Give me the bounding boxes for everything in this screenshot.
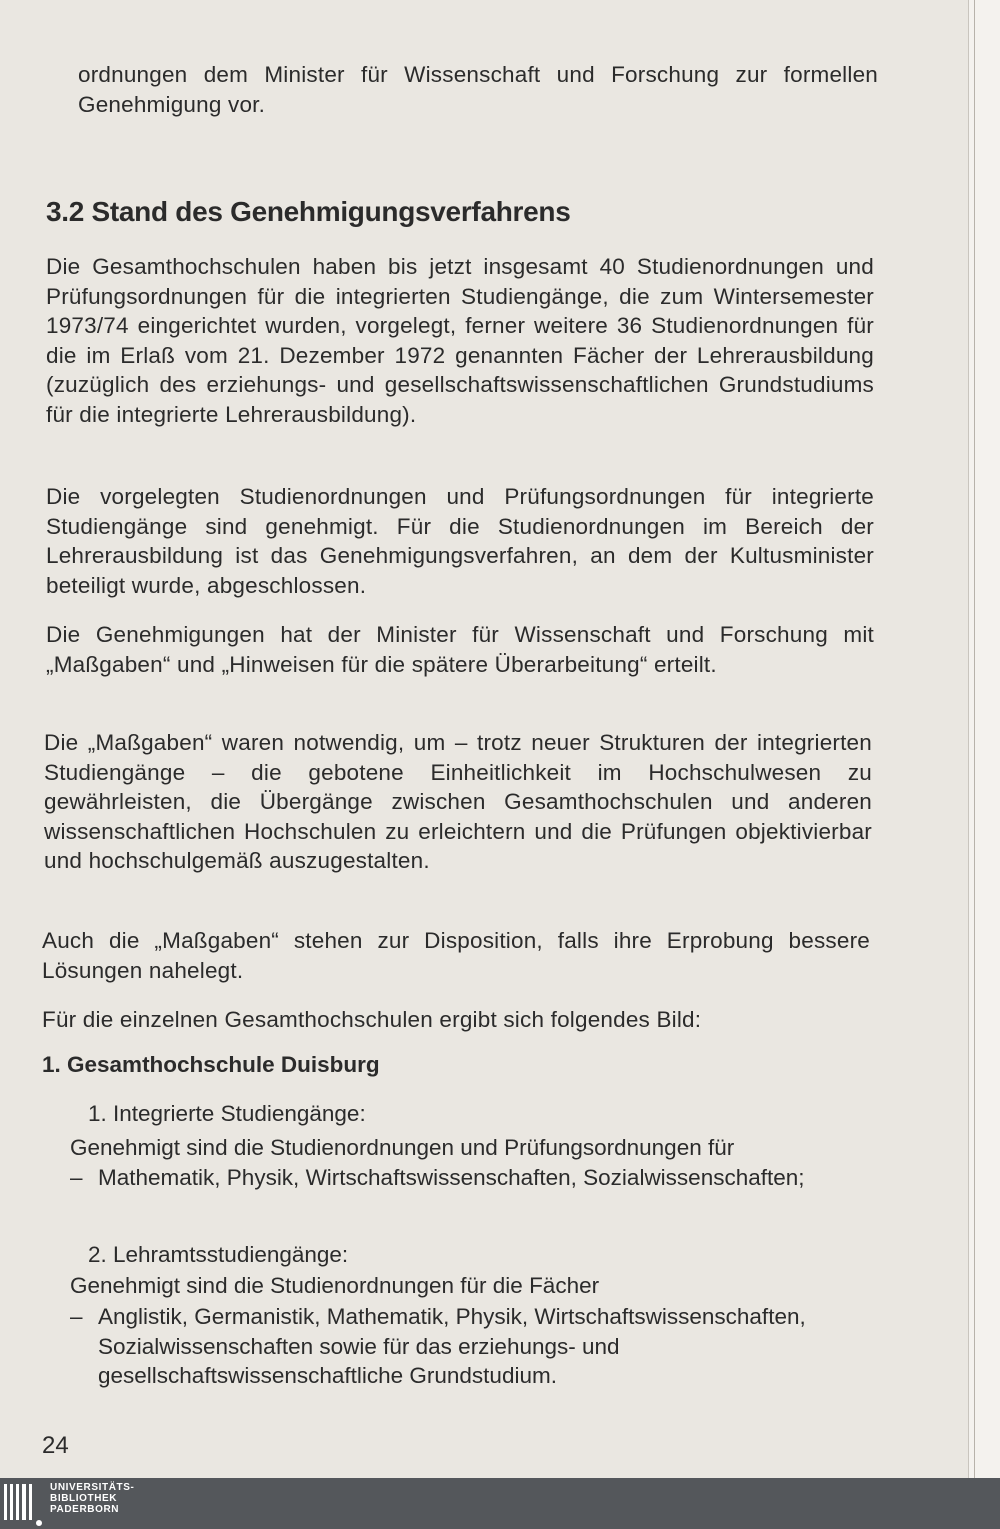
paragraph-2: Die vorgelegten Studienordnungen und Prüfungsordnungen für integrierte Studiengänge sind genehmigt. Für die Studienordnungen im Bereich der Lehrerausbildung ist das Genehmigungsverfahren, an dem der Kultusminister beteiligt wurde, abgeschlossen. [46,484,874,598]
item-2-bullet [70,1302,876,1391]
item-2-heading: 2. Lehramtsstudiengänge: [88,1242,349,1267]
section-heading: 3.2 Stand des Genehmigungsverfahrens [46,196,571,227]
page-fold-line [974,0,975,1478]
intro-fragment: ordnungen dem Minister für Wissenschaft und Forschung zur formellen Genehmigung vor. [78,62,878,117]
subsection-heading: 1. Gesamthochschule Duisburg [42,1052,380,1077]
paragraph-1: Die Gesamthochschulen haben bis jetzt insgesamt 40 Studienordnungen und Prüfungsordnungen für die integrierten Studiengänge, die zum Wintersemester 1973/74 eingerichtet wurden, vorgelegt, ferner weitere 36 Studienordnungen für die im Erlaß vom 21. Dezember 1972 genannten Fächer der Lehrerausbildung (zuzüglich des erziehungs- und gesellschaftswissenschaftlichen Grundstudiums für die integrierte Lehrerausbildung). [46,254,874,427]
item-1-heading: 1. Integrierte Studiengänge: [88,1101,366,1126]
page-number: 24 [42,1432,69,1459]
dash-marker: – [70,1304,83,1329]
item-1-text: Genehmigt sind die Studienordnungen und Prüfungsordnungen für [70,1135,735,1160]
item-1-bullet-text: Mathematik, Physik, Wirtschaftswissenschaften, Sozialwissenschaften; [98,1165,805,1190]
library-logo-icon [4,1484,44,1524]
dash-marker: – [70,1165,83,1190]
item-2-bullet-text: Anglistik, Germanistik, Mathematik, Physik, Wirtschaftswissenschaften, Sozialwissenschaften sowie für das erziehungs- und gesellschaftswissenschaftliche Grundstudium. [98,1304,806,1388]
paragraph-4: Die „Maßgaben“ waren notwendig, um – trotz neuer Strukturen der integrierten Studiengänge – die gebotene Einheitlichkeit im Hochschulwesen zu gewährleisten, die Übergänge zwischen Gesamthochschulen und anderen wissenschaftlichen Hochschulen zu erleichtern und die Prüfungen objektivierbar und hochschulgemäß auszugestalten. [44,730,872,873]
paragraph-5: Auch die „Maßgaben“ stehen zur Disposition, falls ihre Erprobung bessere Lösungen nahelegt. [42,928,870,983]
paragraph-3: Die Genehmigungen hat der Minister für Wissenschaft und Forschung mit „Maßgaben“ und „Hinweisen für die spätere Überarbeitung“ erteilt. [46,622,874,677]
item-1-bullet [70,1163,876,1193]
footer-bar [0,1478,1000,1529]
paragraph-6: Für die einzelnen Gesamthochschulen ergibt sich folgendes Bild: [42,1007,702,1032]
page-edge [968,0,1000,1478]
library-logo-text: UNIVERSITÄTS- BIBLIOTHEK PADERBORN [50,1482,135,1515]
item-2-text: Genehmigt sind die Studienordnungen für die Fächer [70,1273,600,1298]
